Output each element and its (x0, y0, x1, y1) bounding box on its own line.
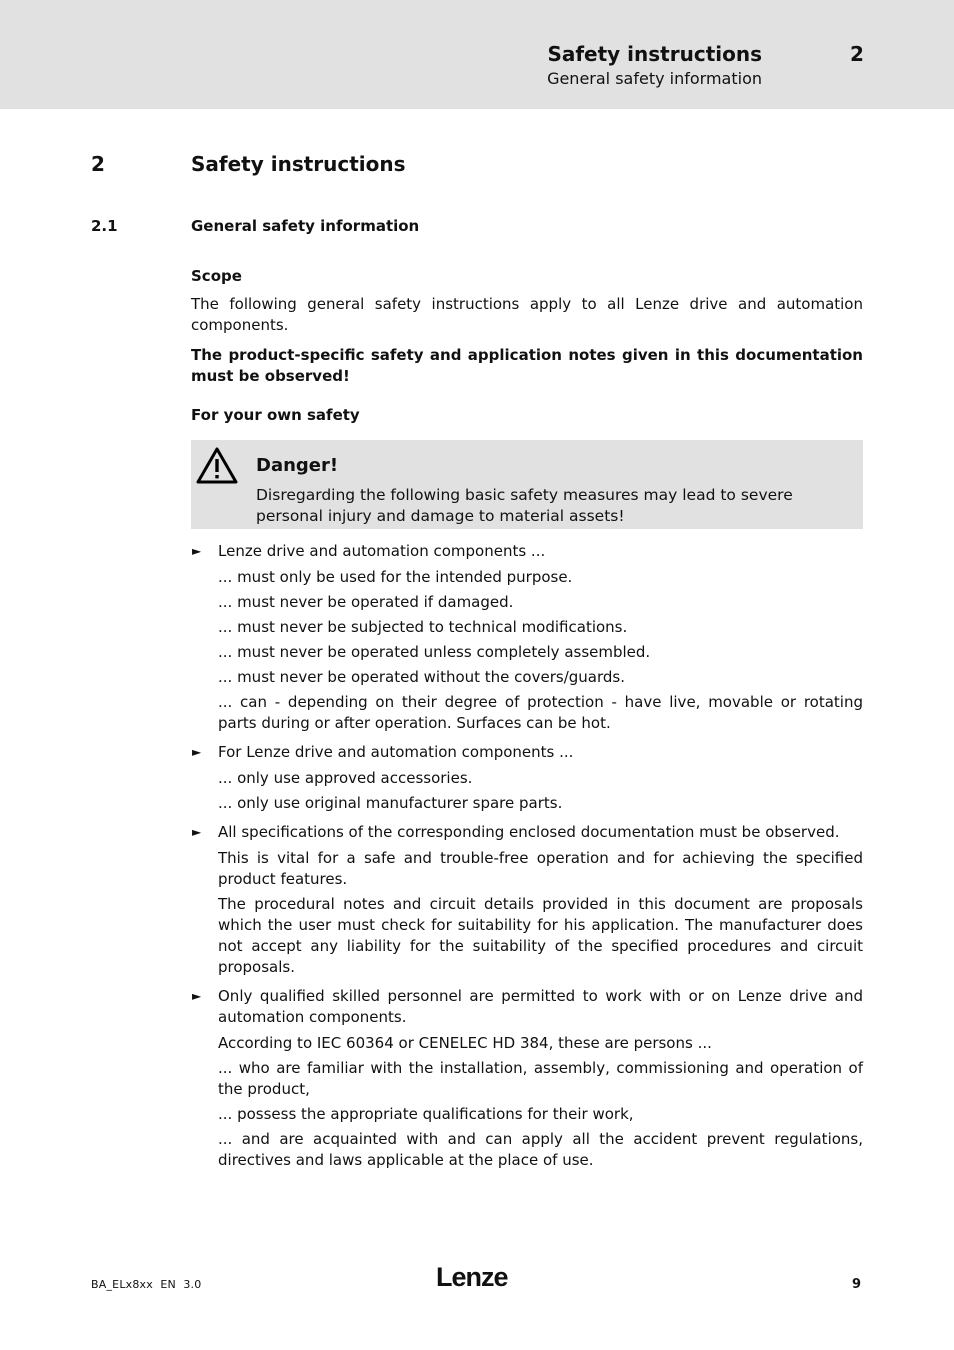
own-safety-heading: For your own safety (191, 406, 360, 424)
lenze-logo: Lenze (436, 1262, 508, 1292)
bullet-arrow-icon: ► (192, 544, 202, 558)
content-column (191, 266, 863, 1179)
footer-doc-id: BA_ELx8xx EN 3.0 (91, 1278, 202, 1291)
subsection-number: 2.1 (91, 217, 118, 235)
bullet-lead-text: For Lenze drive and automation components ... (218, 743, 574, 761)
bullet-lead-text: All specifications of the corresponding enclosed documentation must be observed. (218, 823, 840, 841)
bullet-sub-text: ... and are acquainted with and can apply all the accident prevent regulations, directives and laws applicable at the place of use. (218, 1130, 863, 1169)
warning-triangle-icon (196, 447, 238, 485)
danger-title: Danger! (256, 455, 339, 476)
scope-text: The following general safety instructions apply to all Lenze drive and automation components. (191, 295, 863, 334)
bullet-item (191, 742, 863, 814)
bullet-sub-text: ... must never be operated unless completely assembled. (218, 643, 651, 661)
bullet-lead-text: Lenze drive and automation components ... (218, 542, 546, 560)
bullet-sub-text: ... only use approved accessories. (218, 769, 473, 787)
danger-notice (191, 440, 863, 529)
bullet-arrow-icon: ► (192, 825, 202, 839)
bullet-sub-text: The procedural notes and circuit details provided in this document are proposals which the user must check for suitability for his application. The manufacturer does not accept any liability for the suitability of the specified procedures and circuit proposals. (218, 895, 863, 976)
subsection-title: General safety information (191, 217, 420, 235)
bullet-sub-text: ... must only be used for the intended purpose. (218, 568, 573, 586)
danger-text: Disregarding the following basic safety measures may lead to severe personal injury and damage to material assets! (256, 486, 793, 525)
bullet-lead-text: Only qualified skilled personnel are permitted to work with or on Lenze drive and automation components. (218, 987, 863, 1026)
bullet-sub-text: ... possess the appropriate qualifications for their work, (218, 1105, 634, 1123)
bullet-item (191, 822, 863, 978)
bullet-arrow-icon: ► (192, 989, 202, 1003)
safety-bullet-list (191, 541, 863, 1171)
page-number: 9 (852, 1277, 862, 1292)
bullet-item (191, 986, 863, 1171)
header-subtitle: General safety information (547, 69, 762, 88)
bullet-sub-text: ... who are familiar with the installation, assembly, commissioning and operation of the product, (218, 1059, 863, 1098)
bullet-sub-text: ... must never be subjected to technical modifications. (218, 618, 628, 636)
scope-heading: Scope (191, 267, 242, 285)
bullet-item (191, 541, 863, 734)
section-title: Safety instructions (191, 152, 406, 176)
header-band (0, 0, 954, 109)
header-title: Safety instructions (547, 42, 762, 66)
scope-bold-note: The product-specific safety and application notes given in this documentation must be observed! (191, 346, 863, 385)
section-number: 2 (91, 152, 105, 176)
bullet-sub-text: ... must never be operated without the covers/guards. (218, 668, 625, 686)
bullet-sub-text: ... can - depending on their degree of protection - have live, movable or rotating parts during or after operation. Surfaces can be hot. (218, 693, 863, 732)
bullet-sub-text: ... only use original manufacturer spare parts. (218, 794, 563, 812)
bullet-sub-text: ... must never be operated if damaged. (218, 593, 514, 611)
bullet-sub-text: This is vital for a safe and trouble-free operation and for achieving the specified product features. (218, 849, 863, 888)
header-chapter-number: 2 (850, 42, 864, 66)
bullet-sub-text: According to IEC 60364 or CENELEC HD 384, these are persons ... (218, 1034, 712, 1052)
bullet-arrow-icon: ► (192, 745, 202, 759)
